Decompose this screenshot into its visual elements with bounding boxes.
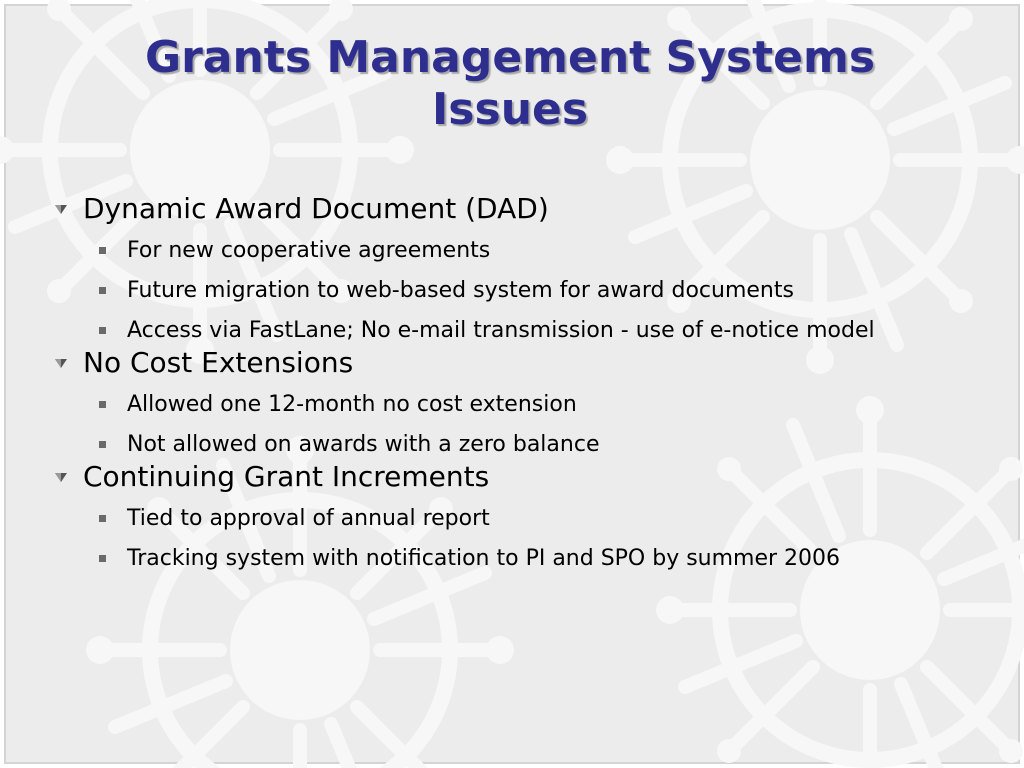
- sub-bullet-list: [50, 235, 950, 346]
- bullet-text: No Cost Extensions: [83, 346, 354, 379]
- sub-bullet-item: [50, 543, 950, 574]
- square-bullet-icon: [99, 555, 106, 562]
- sub-bullet-item: [50, 275, 950, 306]
- sub-bullet-list: [50, 389, 950, 460]
- square-bullet-icon: [99, 401, 106, 408]
- square-bullet-icon: [99, 287, 106, 294]
- bullet-text: Continuing Grant Increments: [83, 460, 490, 493]
- sub-bullet-item: [50, 315, 950, 346]
- slide-title: Grants Management Systems Issues: [144, 32, 876, 135]
- sub-bullet-text: Allowed one 12-month no cost extension: [127, 392, 577, 417]
- square-bullet-icon: [99, 441, 106, 448]
- sub-bullet-text: Tied to approval of annual report: [127, 506, 490, 531]
- bullet-item: [50, 346, 950, 380]
- bullet-item: [50, 460, 950, 494]
- square-bullet-icon: [99, 515, 106, 522]
- bullet-list: [50, 192, 950, 574]
- sub-bullet-text: Tracking system with notification to PI and SPO by summer 2006: [127, 546, 841, 571]
- square-bullet-icon: [99, 247, 106, 254]
- arrow-bullet-icon: [54, 470, 68, 484]
- sub-bullet-text: Access via FastLane; No e-mail transmission - use of e-notice model: [127, 318, 875, 343]
- sub-bullet-item: [50, 429, 950, 460]
- sub-bullet-text: Future migration to web-based system for award documents: [127, 278, 794, 303]
- arrow-bullet-icon: [54, 356, 68, 370]
- arrow-bullet-icon: [54, 202, 68, 216]
- bullet-group: [50, 192, 950, 346]
- sub-bullet-item: [50, 235, 950, 266]
- square-bullet-icon: [99, 327, 106, 334]
- bullet-item: [50, 192, 950, 226]
- sub-bullet-list: [50, 503, 950, 574]
- sub-bullet-text: Not allowed on awards with a zero balance: [127, 432, 600, 457]
- sub-bullet-item: [50, 389, 950, 420]
- sub-bullet-item: [50, 503, 950, 534]
- bullet-group: [50, 460, 950, 574]
- bullet-text: Dynamic Award Document (DAD): [83, 192, 549, 225]
- bullet-group: [50, 346, 950, 460]
- sub-bullet-text: For new cooperative agreements: [127, 238, 491, 263]
